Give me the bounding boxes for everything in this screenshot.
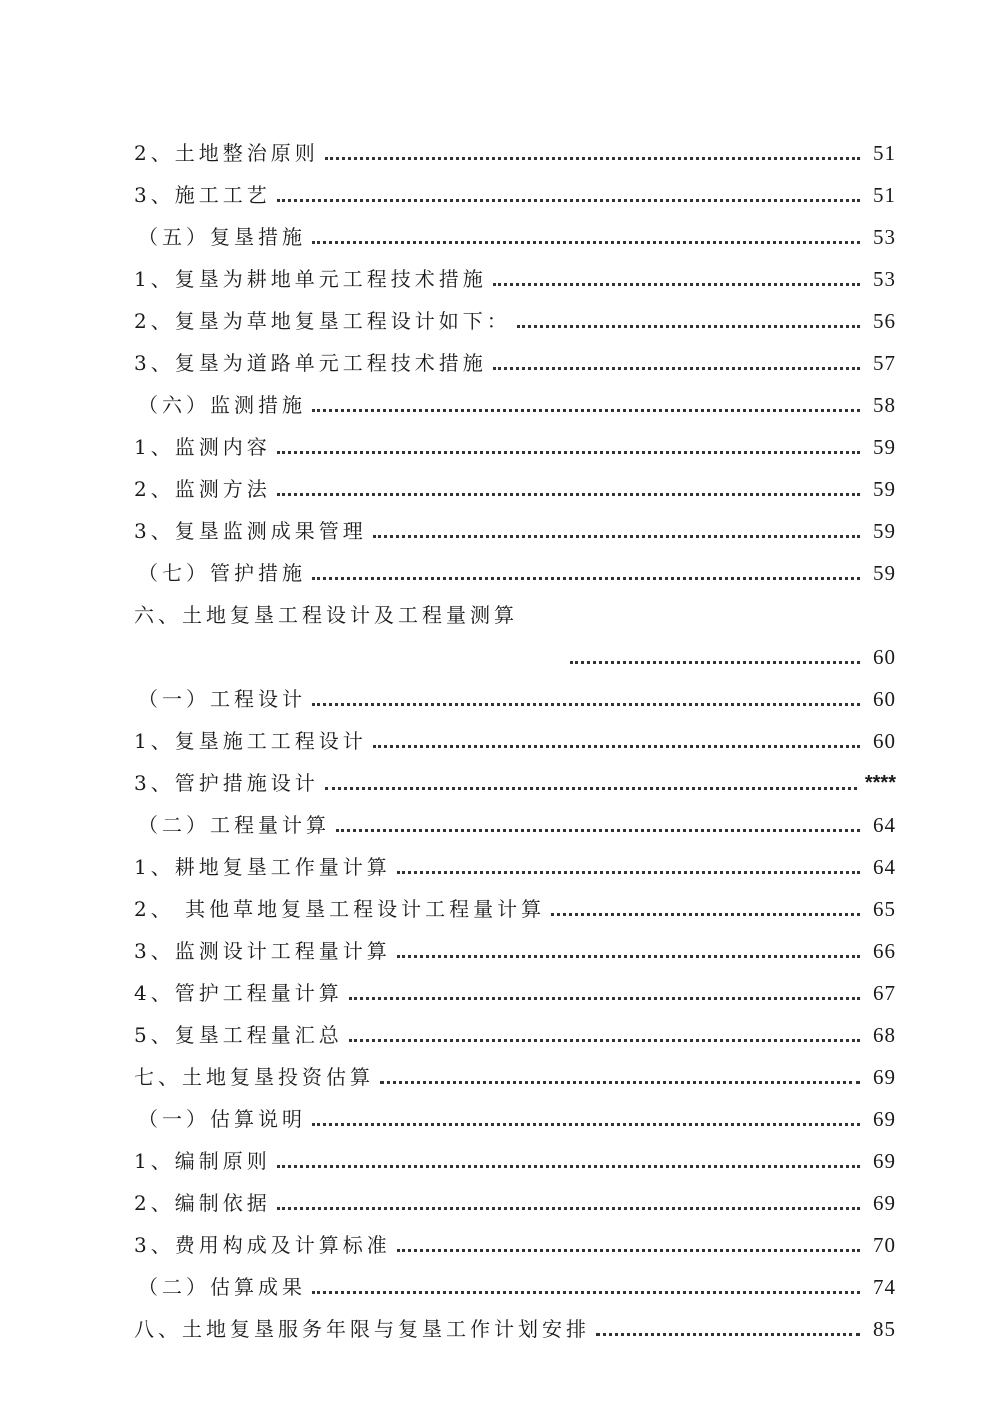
toc-page-number: 70 — [873, 1233, 896, 1257]
toc-leader-dots — [570, 660, 860, 664]
toc-entry[interactable] — [134, 880, 896, 922]
toc-leader-dots — [277, 1206, 860, 1210]
toc-leader-dots — [336, 828, 860, 832]
toc-entry[interactable] — [134, 754, 896, 796]
toc-entry[interactable] — [134, 292, 896, 334]
toc-entry[interactable] — [134, 1048, 896, 1090]
toc-entry-wrapped[interactable] — [134, 586, 896, 670]
toc-entry[interactable] — [134, 838, 896, 880]
toc-leader-dots — [312, 240, 860, 244]
toc-leader-dots — [312, 576, 860, 580]
toc-page-number: 60 — [873, 645, 896, 669]
toc-page-number: 85 — [873, 1317, 896, 1341]
toc-entry-label: 1、复垦施工工程设计 — [134, 729, 367, 753]
toc-page-number: 51 — [873, 141, 896, 165]
toc-leader-dots — [551, 912, 860, 916]
toc-page-number: 60 — [873, 729, 896, 753]
toc-entry[interactable] — [134, 502, 896, 544]
toc-entry[interactable] — [134, 544, 896, 586]
toc-entry-label: 2、 其他草地复垦工程设计工程量计算 — [134, 897, 546, 921]
toc-entry[interactable] — [134, 1006, 896, 1048]
toc-leader-dots — [349, 996, 860, 1000]
toc-leader-dots — [277, 198, 860, 202]
toc-entry-label: 1、复垦为耕地单元工程技术措施 — [134, 267, 487, 291]
table-of-contents — [134, 124, 896, 1342]
toc-page-number: 69 — [873, 1065, 896, 1089]
toc-leader-dots — [312, 1290, 860, 1294]
toc-entry[interactable] — [134, 1132, 896, 1174]
toc-entry-label: 七、土地复垦投资估算 — [134, 1065, 374, 1089]
toc-entry[interactable] — [134, 1216, 896, 1258]
toc-page-number: 53 — [873, 267, 896, 291]
toc-page-number: 69 — [873, 1149, 896, 1173]
toc-entry-label: 3、复垦监测成果管理 — [134, 519, 367, 543]
toc-entry-label: 3、复垦为道路单元工程技术措施 — [134, 351, 487, 375]
toc-entry-label: 2、监测方法 — [134, 477, 271, 501]
toc-leader-dots — [397, 870, 860, 874]
toc-entry-label: 3、施工工艺 — [134, 183, 271, 207]
toc-leader-dots — [493, 282, 860, 286]
toc-leader-dots — [325, 786, 857, 790]
toc-page-number: 65 — [873, 897, 896, 921]
toc-entry[interactable] — [134, 796, 896, 838]
toc-entry-label: 1、耕地复垦工作量计算 — [134, 855, 391, 879]
toc-entry[interactable] — [134, 670, 896, 712]
toc-leader-dots — [312, 1122, 860, 1126]
toc-entry-label: 4、管护工程量计算 — [134, 981, 343, 1005]
toc-leader-dots — [517, 324, 860, 328]
toc-page-number: 59 — [873, 477, 896, 501]
toc-leader-dots — [493, 366, 860, 370]
toc-leader-dots — [397, 1248, 860, 1252]
toc-page-number: 69 — [873, 1191, 896, 1215]
toc-page-number: 69 — [873, 1107, 896, 1131]
toc-entry[interactable] — [134, 418, 896, 460]
toc-entry-label: （二）工程量计算 — [138, 813, 330, 837]
toc-page-number: 60 — [873, 687, 896, 711]
toc-entry[interactable] — [134, 376, 896, 418]
toc-entry[interactable] — [134, 250, 896, 292]
toc-leader-dots — [325, 156, 860, 160]
toc-leader-dots — [312, 702, 860, 706]
toc-entry-label: （六）监测措施 — [138, 393, 306, 417]
toc-page-number: **** — [864, 772, 896, 794]
toc-leader-dots — [373, 534, 860, 538]
toc-page-number: 74 — [873, 1275, 896, 1299]
toc-entry[interactable] — [134, 922, 896, 964]
toc-entry-label: 六、土地复垦工程设计及工程量测算 — [134, 603, 518, 627]
toc-entry-label: （一）估算说明 — [138, 1107, 306, 1131]
toc-page-number: 59 — [873, 561, 896, 585]
toc-entry-label: 2、土地整治原则 — [134, 141, 319, 165]
toc-page-number: 58 — [873, 393, 896, 417]
toc-page-number: 53 — [873, 225, 896, 249]
toc-entry[interactable] — [134, 1258, 896, 1300]
toc-entry-label: 3、管护措施设计 — [134, 771, 319, 795]
toc-leader-dots — [277, 492, 860, 496]
toc-page-number: 59 — [873, 435, 896, 459]
toc-entry-label: 1、监测内容 — [134, 435, 271, 459]
toc-page-number: 68 — [873, 1023, 896, 1047]
toc-entry-label: 2、编制依据 — [134, 1191, 271, 1215]
toc-page-number: 59 — [873, 519, 896, 543]
toc-entry[interactable] — [134, 166, 896, 208]
toc-leader-dots — [312, 408, 860, 412]
toc-entry[interactable] — [134, 1300, 896, 1342]
toc-page-number: 64 — [873, 855, 896, 879]
toc-leader-dots — [596, 1332, 860, 1336]
toc-page-number: 66 — [873, 939, 896, 963]
toc-entry-label: 3、费用构成及计算标准 — [134, 1233, 391, 1257]
toc-leader-dots — [373, 744, 860, 748]
toc-entry-label: （五）复垦措施 — [138, 225, 306, 249]
toc-leader-dots — [380, 1080, 860, 1084]
toc-page-number: 57 — [873, 351, 896, 375]
toc-entry[interactable] — [134, 334, 896, 376]
toc-entry-label: （七）管护措施 — [138, 561, 306, 585]
toc-entry[interactable] — [134, 1174, 896, 1216]
toc-page-number: 56 — [873, 309, 896, 333]
toc-page-number: 67 — [873, 981, 896, 1005]
toc-entry-label: 3、监测设计工程量计算 — [134, 939, 391, 963]
toc-leader-dots — [277, 1164, 860, 1168]
toc-entry-label: 5、复垦工程量汇总 — [134, 1023, 343, 1047]
toc-entry-label: 1、编制原则 — [134, 1149, 271, 1173]
toc-entry-label: 2、复垦为草地复垦工程设计如下： — [134, 309, 511, 333]
toc-entry-label: （二）估算成果 — [138, 1275, 306, 1299]
toc-entry[interactable] — [134, 208, 896, 250]
toc-leader-dots — [397, 954, 860, 958]
toc-entry[interactable] — [134, 460, 896, 502]
toc-entry[interactable] — [134, 1090, 896, 1132]
toc-entry[interactable] — [134, 964, 896, 1006]
toc-entry[interactable] — [134, 124, 896, 166]
toc-entry[interactable] — [134, 712, 896, 754]
toc-entry-label: 八、土地复垦服务年限与复垦工作计划安排 — [134, 1317, 590, 1341]
toc-page-number: 64 — [873, 813, 896, 837]
toc-entry-label: （一）工程设计 — [138, 687, 306, 711]
toc-leader-dots — [349, 1038, 860, 1042]
toc-page-number: 51 — [873, 183, 896, 207]
toc-leader-dots — [277, 450, 860, 454]
